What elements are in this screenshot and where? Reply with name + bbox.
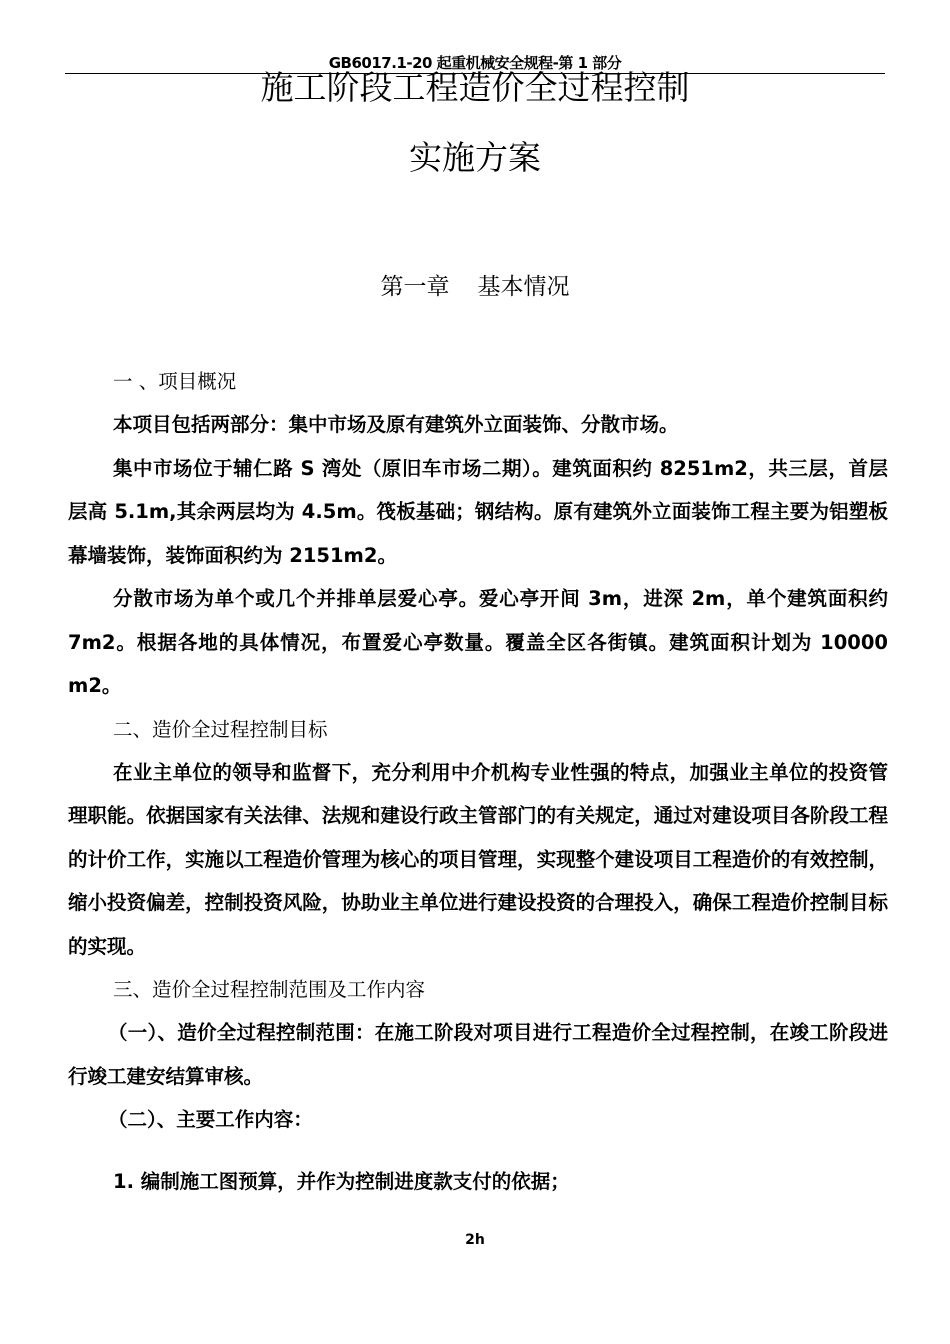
document-title-line2: 实施方案	[409, 138, 541, 177]
paragraph: （二）、主要工作内容：	[108, 1108, 313, 1131]
chapter-heading	[0, 268, 950, 301]
paragraph: 集中市场位于辅仁路 S 湾处（原旧车市场二期）。建筑面积约 8251m2，共三层，首层层高 5.1m,其余两层均为 4.5m。筏板基础；钢结构。原有建筑外立面装饰工程主要为铝塑板幕墙装饰，装饰面积约为 2151m2。	[68, 456, 888, 567]
section-heading-cost-control-goal: 二、造价全过程控制目标	[113, 717, 328, 741]
chapter-number: 第一章	[380, 274, 450, 300]
page-number: 2h	[465, 1232, 485, 1248]
document-body	[68, 360, 888, 1203]
document-title-line1: 施工阶段工程造价全过程控制	[260, 68, 690, 107]
paragraph: 本项目包括两部分：集中市场及原有建筑外立面装饰、分散市场。	[113, 413, 679, 436]
paragraph: 在业主单位的领导和监督下，充分利用中介机构专业性强的特点，加强业主单位的投资管理职能。依据国家有关法律、法规和建设行政主管部门的有关规定，通过对建设项目各阶段工程的计价工作，实施以工程造价管理为核心的项目管理，实现整个建设项目工程造价的有效控制，缩小投资偏差，控制投资风险，协助业主单位进行建设投资的合理投入，确保工程造价控制目标的实现。	[68, 760, 888, 958]
paragraph: （一）、造价全过程控制范围：在施工阶段对项目进行工程造价全过程控制，在竣工阶段进行竣工建安结算审核。	[68, 1021, 888, 1088]
chapter-name: 基本情况	[477, 274, 570, 300]
paragraph: 分散市场为单个或几个并排单层爱心亭。爱心亭开间 3m，进深 2m，单个建筑面积约 7m2。根据各地的具体情况，布置爱心亭数量。覆盖全区各街镇。建筑面积计划为 10000 m2。	[68, 587, 888, 697]
section-heading-project-overview: 一 、项目概况	[113, 370, 237, 393]
list-item: 1. 编制施工图预算，并作为控制进度款支付的依据；	[113, 1169, 570, 1193]
section-heading-scope-and-work: 三、造价全过程控制范围及工作内容	[113, 978, 426, 1001]
running-header: GB6017.1-20 起重机械安全规程-第 1 部分	[328, 54, 622, 72]
